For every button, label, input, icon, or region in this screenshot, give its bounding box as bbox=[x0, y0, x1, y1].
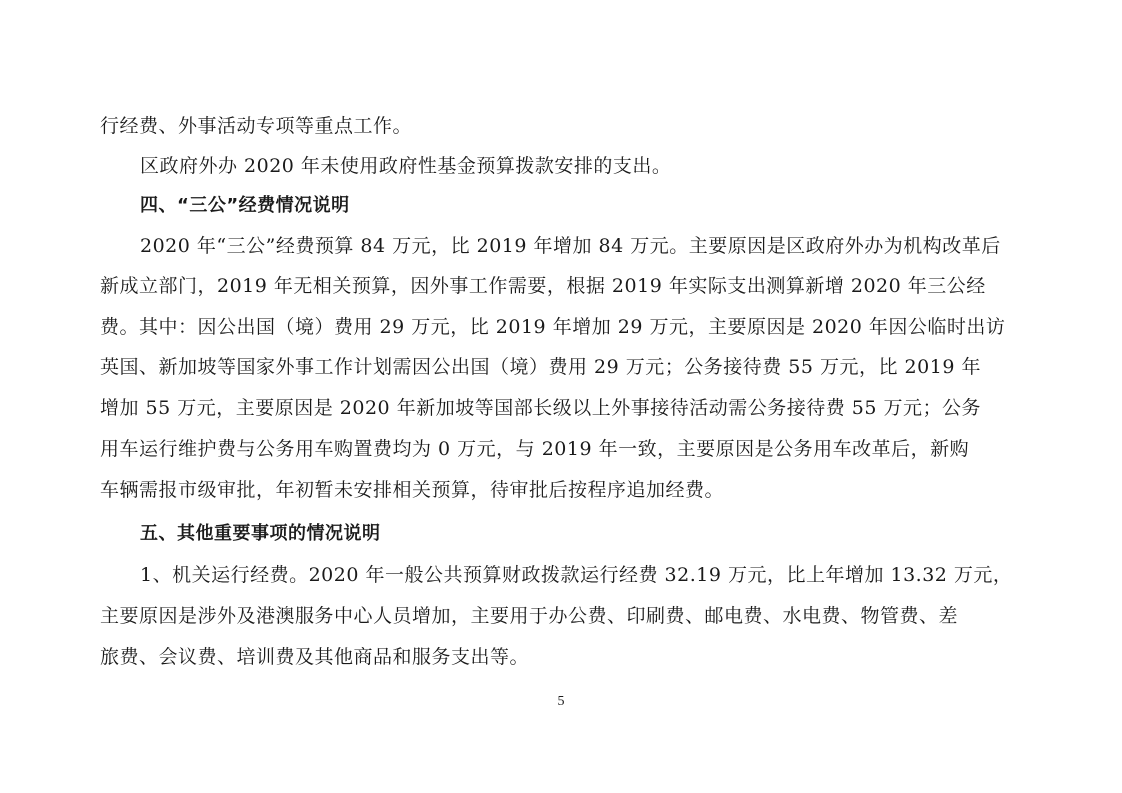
paragraph-4-line-1: 1、机关运行经费。2020 年一般公共预算财政拨款运行经费 32.19 万元，比上年增加 13.32 万元， bbox=[140, 564, 1013, 586]
paragraph-3-line-6: 用车运行维护费与公务用车购置费均为 0 万元，与 2019 年一致，主要原因是公务用车改革后，新购 bbox=[100, 438, 970, 460]
paragraph-3-line-5: 增加 55 万元，主要原因是 2020 年新加坡等国部长级以上外事接待活动需公务接待费 55 万元；公务 bbox=[100, 397, 981, 419]
paragraph-3-line-4: 英国、新加坡等国家外事工作计划需因公出国（境）费用 29 万元；公务接待费 55 万元，比 2019 年 bbox=[100, 356, 981, 378]
section-5-heading: 五、其他重要事项的情况说明 bbox=[140, 523, 381, 544]
page-number: 5 bbox=[557, 694, 565, 709]
paragraph-3-line-1: 2020 年“三公”经费预算 84 万元，比 2019 年增加 84 万元。主要原因是区政府外办为机构改革后 bbox=[140, 235, 1001, 257]
paragraph-3-line-7: 车辆需报市级审批，年初暂未安排相关预算，待审批后按程序追加经费。 bbox=[100, 479, 725, 501]
paragraph-3-line-2: 新成立部门，2019 年无相关预算，因外事工作需要，根据 2019 年实际支出测算新增 2020 年三公经 bbox=[100, 275, 986, 297]
paragraph-1-line-1: 行经费、外事活动专项等重点工作。 bbox=[100, 115, 413, 137]
paragraph-4-line-2: 主要原因是涉外及港澳服务中心人员增加，主要用于办公费、印刷费、邮电费、水电费、物管费、差 bbox=[100, 605, 959, 627]
section-4-heading: 四、“三公”经费情况说明 bbox=[140, 195, 350, 216]
paragraph-3-line-3: 费。其中：因公出国（境）费用 29 万元，比 2019 年增加 29 万元，主要原因是 2020 年因公临时出访 bbox=[100, 316, 1006, 338]
paragraph-4-line-3: 旅费、会议费、培训费及其他商品和服务支出等。 bbox=[100, 646, 530, 668]
paragraph-2-line-1: 区政府外办 2020 年未使用政府性基金预算拨款安排的支出。 bbox=[140, 155, 672, 177]
